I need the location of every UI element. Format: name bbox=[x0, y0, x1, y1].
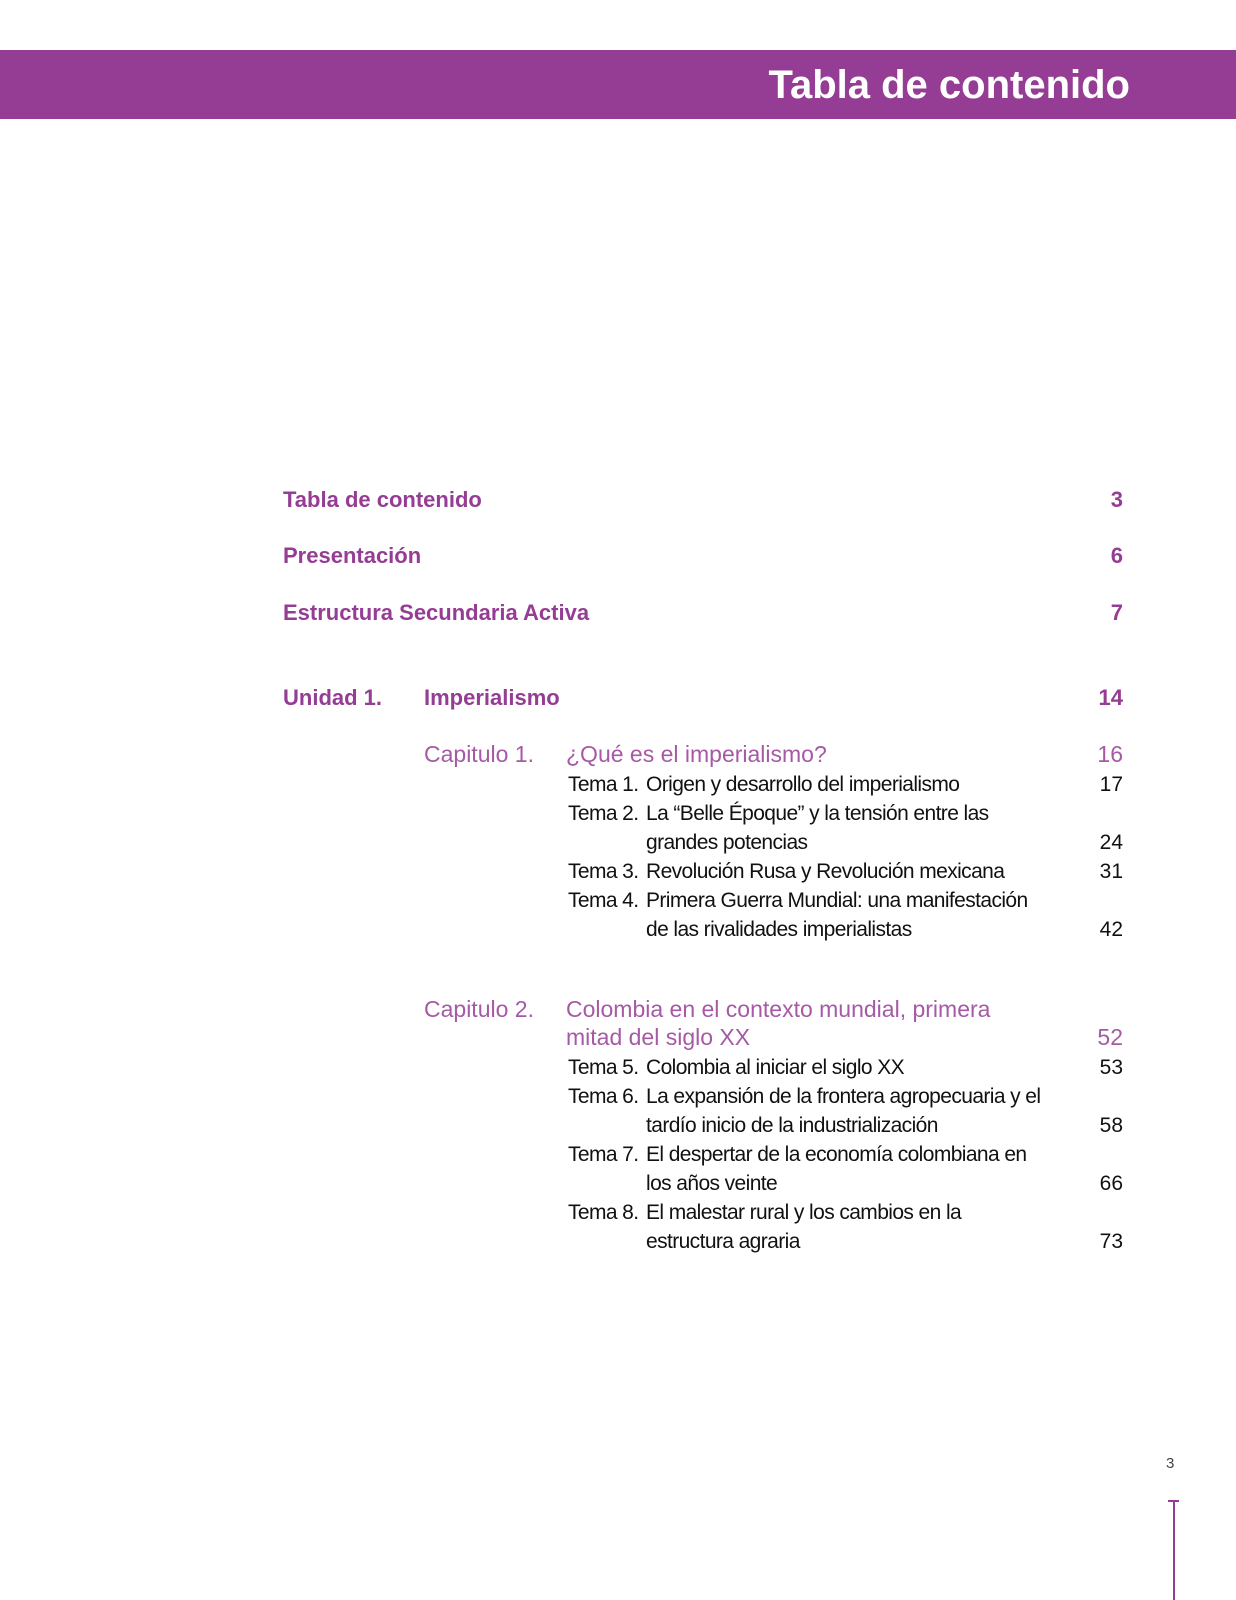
toc-entry-presentacion[interactable] bbox=[283, 542, 1123, 570]
toc-topic-2[interactable] bbox=[283, 799, 1123, 857]
toc-entry-label: Tabla de contenido bbox=[283, 487, 482, 512]
topic-title: Revolución Rusa y Revolución mexicana bbox=[646, 860, 1005, 883]
topic-label: Tema 4. bbox=[568, 889, 639, 912]
topic-label: Tema 1. bbox=[568, 773, 639, 796]
topic-title: Origen y desarrollo del imperialismo bbox=[646, 773, 960, 796]
topic-label: Tema 8. bbox=[568, 1201, 639, 1224]
topic-page: 66 bbox=[1099, 1172, 1123, 1195]
chapter-page: 16 bbox=[1097, 741, 1123, 767]
topic-page: 17 bbox=[1099, 773, 1123, 796]
chapter-page: 52 bbox=[1097, 1024, 1123, 1050]
topic-title-continued: de las rivalidades imperialistas bbox=[646, 918, 912, 941]
toc-topic-4[interactable] bbox=[283, 886, 1123, 944]
toc-topic-6[interactable] bbox=[283, 1082, 1123, 1140]
page-marker-line bbox=[1173, 1500, 1175, 1600]
chapter-title: Colombia en el contexto mundial, primera bbox=[566, 996, 991, 1022]
toc-entry-page: 6 bbox=[1110, 543, 1123, 568]
toc-entry-label: Estructura Secundaria Activa bbox=[283, 600, 590, 625]
topic-label: Tema 3. bbox=[568, 860, 639, 883]
toc-entry-tabla[interactable] bbox=[283, 486, 1123, 514]
topic-page: 24 bbox=[1099, 831, 1123, 854]
topic-page: 53 bbox=[1099, 1056, 1123, 1079]
topic-title-continued: tardío inicio de la industrialización bbox=[646, 1114, 938, 1137]
topic-page: 58 bbox=[1099, 1114, 1123, 1137]
toc-topic-7[interactable] bbox=[283, 1140, 1123, 1198]
toc-topic-8[interactable] bbox=[283, 1198, 1123, 1256]
toc-entry-page: 7 bbox=[1110, 600, 1123, 625]
toc-topic-3[interactable] bbox=[283, 857, 1123, 886]
topic-title-continued: grandes potencias bbox=[646, 831, 808, 854]
topic-page: 42 bbox=[1099, 918, 1123, 941]
topic-title: Colombia al iniciar el siglo XX bbox=[646, 1056, 905, 1079]
unit-title: Imperialismo bbox=[424, 685, 560, 710]
header-band bbox=[0, 50, 1236, 119]
topic-page: 31 bbox=[1099, 860, 1123, 883]
topic-title: Primera Guerra Mundial: una manifestación bbox=[646, 889, 1028, 912]
toc-chapter-1[interactable] bbox=[283, 740, 1123, 768]
topic-label: Tema 5. bbox=[568, 1056, 639, 1079]
chapter-label: Capitulo 2. bbox=[424, 996, 534, 1022]
toc-unit-1[interactable] bbox=[283, 684, 1123, 712]
toc-topic-1[interactable] bbox=[283, 770, 1123, 799]
topic-title: La expansión de la frontera agropecuaria y el bbox=[646, 1085, 1041, 1108]
topic-title-continued: estructura agraria bbox=[646, 1230, 800, 1253]
toc-entry-estructura[interactable] bbox=[283, 599, 1123, 627]
topic-title: El despertar de la economía colombiana en bbox=[646, 1143, 1027, 1166]
toc-entry-label: Presentación bbox=[283, 543, 422, 568]
topic-label: Tema 6. bbox=[568, 1085, 639, 1108]
topic-title: La “Belle Époque” y la tensión entre las bbox=[646, 802, 989, 825]
toc-topic-5[interactable] bbox=[283, 1053, 1123, 1082]
unit-page: 14 bbox=[1098, 685, 1123, 710]
topic-title: El malestar rural y los cambios en la bbox=[646, 1201, 962, 1224]
page-number: 3 bbox=[1166, 1455, 1175, 1472]
unit-label: Unidad 1. bbox=[283, 685, 383, 710]
chapter-title-continued: mitad del siglo XX bbox=[566, 1024, 751, 1050]
toc-entry-page: 3 bbox=[1110, 487, 1123, 512]
page-title: Tabla de contenido bbox=[768, 63, 1130, 107]
chapter-label: Capitulo 1. bbox=[424, 741, 534, 767]
topic-page: 73 bbox=[1099, 1230, 1123, 1253]
topic-title-continued: los años veinte bbox=[646, 1172, 778, 1195]
toc-chapter-2[interactable] bbox=[283, 995, 1123, 1051]
topic-label: Tema 7. bbox=[568, 1143, 639, 1166]
topic-label: Tema 2. bbox=[568, 802, 639, 825]
chapter-title: ¿Qué es el imperialismo? bbox=[566, 741, 827, 767]
